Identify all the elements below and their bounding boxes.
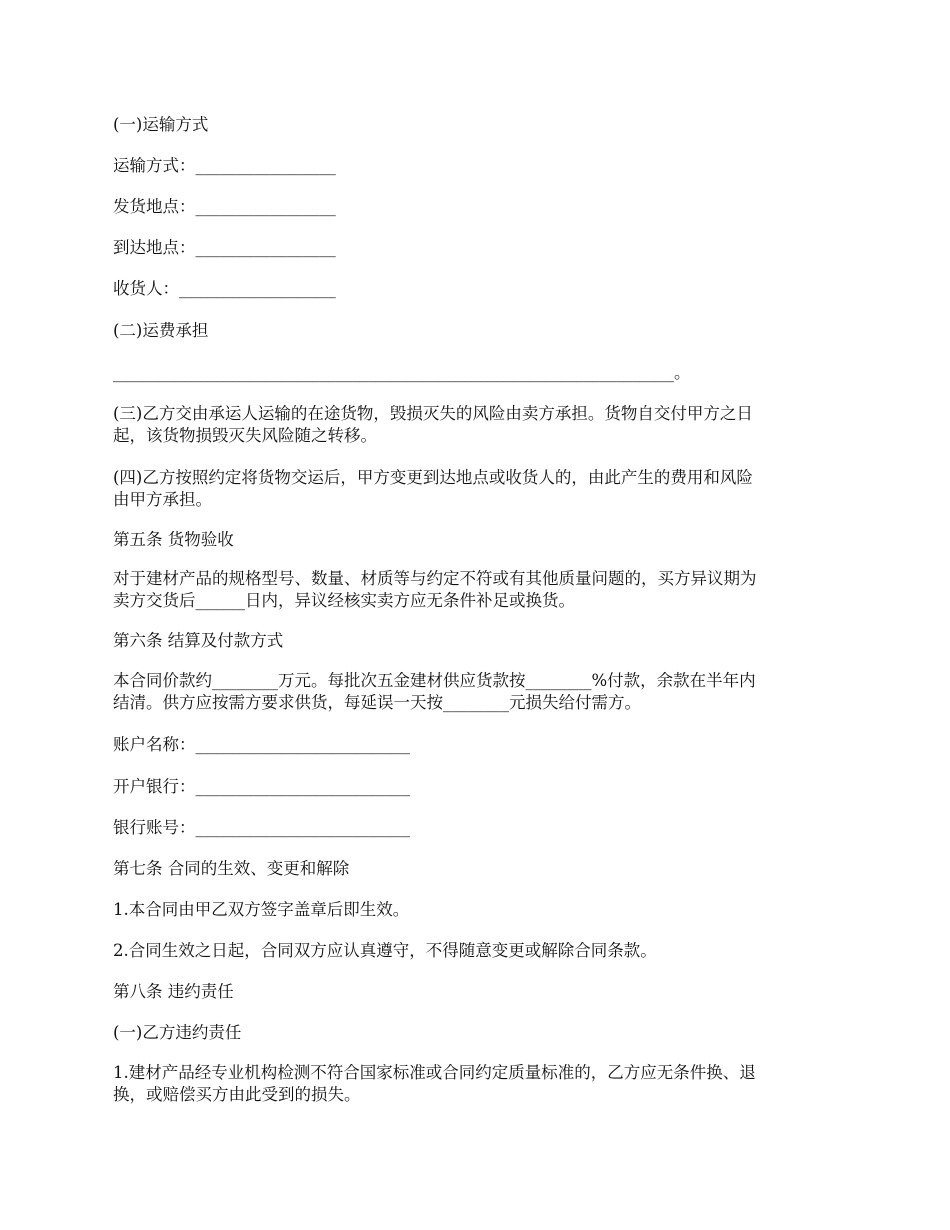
article8-item-1-line-1: 1.建材产品经专业机构检测不符合国家标准或合同约定质量标准的，乙方应无条件换、退	[113, 1063, 756, 1082]
article8-item-1	[113, 1062, 838, 1106]
risk-line-1: (三)乙方交由承运人运输的在途货物，毁损灭失的风险由卖方承担。货物自交付甲方之日	[113, 404, 753, 423]
article7-heading: 第七条 合同的生效、变更和解除	[113, 859, 350, 878]
article8-heading: 第八条 违约责任	[113, 982, 234, 1001]
article6-paragraph	[113, 670, 838, 714]
account-name-field: 账户名称：__________________________	[113, 735, 410, 754]
change-line-2: 由甲方承担。	[113, 490, 212, 509]
destination-field: 到达地点：_________________	[113, 238, 336, 257]
transport-heading: (一)运输方式	[113, 115, 209, 134]
bank-field: 开户银行：__________________________	[113, 777, 410, 796]
article8-item-1-line-2: 换，或赔偿买方由此受到的损失。	[113, 1085, 361, 1104]
article6-line-1: 本合同价款约________万元。每批次五金建材供应货款按________%付款，余款在半年内	[113, 671, 756, 690]
article5-heading: 第五条 货物验收	[113, 530, 234, 549]
article7-item-2: 2.合同生效之日起，合同双方应认真遵守，不得随意变更或解除合同条款。	[113, 941, 657, 960]
change-paragraph	[113, 467, 838, 511]
article8-subheading: (一)乙方违约责任	[113, 1023, 242, 1042]
article5-paragraph	[113, 568, 838, 612]
origin-field: 发货地点：_________________	[113, 197, 336, 216]
risk-paragraph	[113, 403, 838, 447]
article5-line-1: 对于建材产品的规格型号、数量、材质等与约定不符或有其他质量问题的，买方异议期为	[113, 569, 757, 588]
consignee-field: 收货人：___________________	[113, 279, 336, 298]
article6-heading: 第六条 结算及付款方式	[113, 631, 284, 650]
article6-line-2: 结清。供方应按需方要求供货，每延误一天按________元损失给付需方。	[113, 693, 641, 712]
risk-line-2: 起，该货物损毁灭失风险随之转移。	[113, 426, 377, 445]
article7-item-1: 1.本合同由甲乙双方签字盖章后即生效。	[113, 900, 410, 919]
change-line-1: (四)乙方按照约定将货物交运后，甲方变更到达地点或收货人的，由此产生的费用和风险	[113, 468, 753, 487]
article5-line-2: 卖方交货后______日内，异议经核实卖方应无条件补足或换货。	[113, 591, 575, 610]
freight-heading: (二)运费承担	[113, 321, 209, 340]
account-number-field: 银行账号：__________________________	[113, 818, 410, 837]
transport-mode-field: 运输方式：_________________	[113, 156, 336, 175]
freight-blank: ____________________________________________________________________。	[113, 363, 691, 382]
